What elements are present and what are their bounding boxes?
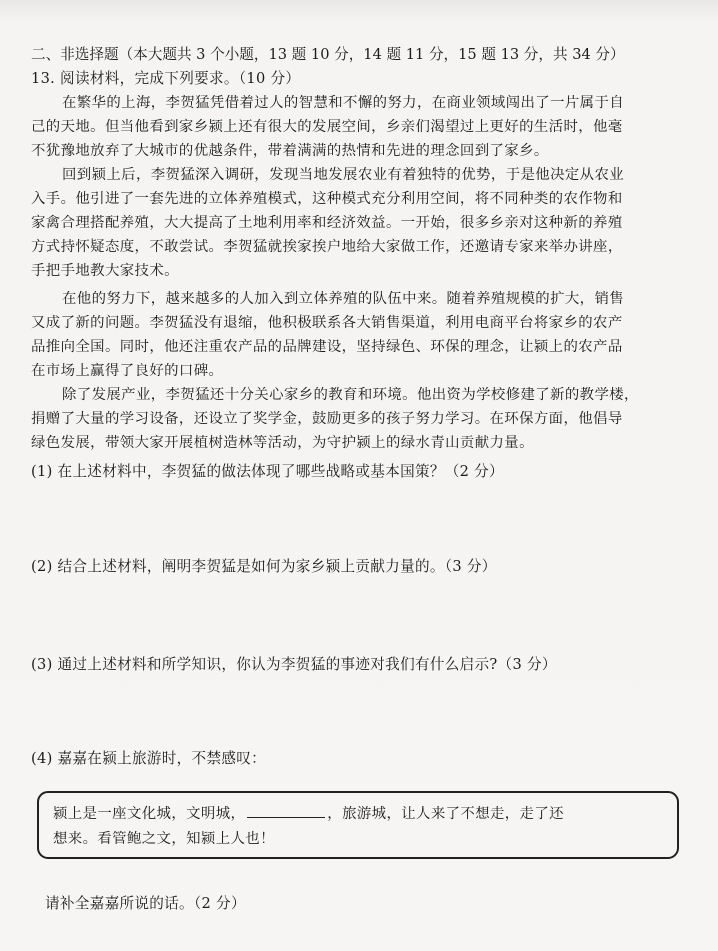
material-line: 又成了新的问题。李贺猛没有退缩，他积极联系各大销售渠道，利用电商平台将家乡的农产 bbox=[31, 315, 623, 331]
material-line: 捐赠了大量的学习设备，还设立了奖学金，鼓励更多的孩子努力学习。在环保方面，他倡导 bbox=[31, 411, 623, 427]
material-line: 入手。他引进了一套先进的立体养殖模式，这种模式充分利用空间，将不同种类的农作物和 bbox=[31, 191, 623, 207]
material-line: 己的天地。但当他看到家乡颍上还有很大的发展空间，乡亲们渴望过上更好的生活时，他毫 bbox=[31, 119, 623, 135]
material-line: 方式持怀疑态度，不敢尝试。李贺猛就挨家挨户地给大家做工作，还邀请专家来举办讲座， bbox=[31, 239, 623, 255]
quote-line-1-start: 颍上是一座文化城，文明城， bbox=[53, 806, 246, 822]
quote-line-1 bbox=[53, 803, 564, 824]
material-line: 在繁华的上海，李贺猛凭借着过人的智慧和不懈的努力，在商业领域闯出了一片属于自 bbox=[62, 95, 625, 111]
material-line: 除了发展产业，李贺猛还十分关心家乡的教育和环境。他出资为学校修建了新的教学楼， bbox=[62, 387, 639, 403]
material-line: 绿色发展，带领大家开展植树造林等活动，为守护颍上的绿水青山贡献力量。 bbox=[31, 435, 534, 451]
material-line: 在他的努力下，越来越多的人加入到立体养殖的队伍中来。随着养殖规模的扩大，销售 bbox=[62, 291, 625, 307]
question-2: (2) 结合上述材料，阐明李贺猛是如何为家乡颍上贡献力量的。（3 分） bbox=[31, 558, 497, 575]
question-1: (1) 在上述材料中，李贺猛的做法体现了哪些战略或基本国策？（2 分） bbox=[31, 463, 504, 480]
fill-in-blank[interactable] bbox=[247, 803, 325, 818]
question-3: (3) 通过上述材料和所学知识，你认为李贺猛的事迹对我们有什么启示?（3 分） bbox=[31, 656, 557, 673]
material-line: 手把手地教大家技术。 bbox=[31, 263, 179, 279]
question-title: 13. 阅读材料，完成下列要求。（10 分） bbox=[31, 70, 301, 87]
material-line: 不犹豫地放弃了大城市的优越条件，带着满满的热情和先进的理念回到了家乡。 bbox=[31, 143, 549, 159]
question-4-instruction: 请补全嘉嘉所说的话。（2 分） bbox=[45, 895, 246, 912]
material-line: 品推向全国。同时，他还注重农产品的品牌建设，坚持绿色、环保的理念，让颍上的农产品 bbox=[31, 339, 623, 355]
section-heading: 二、非选择题（本大题共 3 个小题，13 题 10 分，14 题 11 分，15 题 13 分，共 34 分） bbox=[31, 46, 625, 63]
material-line: 在市场上赢得了良好的口碑。 bbox=[31, 363, 224, 379]
quote-line-1-end: ，旅游城，让人来了不想走，走了还 bbox=[327, 806, 564, 822]
quote-line-2: 想来。看管鲍之文，知颍上人也！ bbox=[53, 831, 275, 847]
material-line: 家禽合理搭配养殖，大大提高了土地利用率和经济效益。一开始，很多乡亲对这种新的养殖 bbox=[31, 215, 623, 231]
quote-box bbox=[37, 791, 679, 859]
material-line: 回到颍上后，李贺猛深入调研，发现当地发展农业有着独特的优势，于是他决定从农业 bbox=[62, 167, 625, 183]
question-4: (4) 嘉嘉在颍上旅游时，不禁感叹： bbox=[31, 750, 267, 767]
